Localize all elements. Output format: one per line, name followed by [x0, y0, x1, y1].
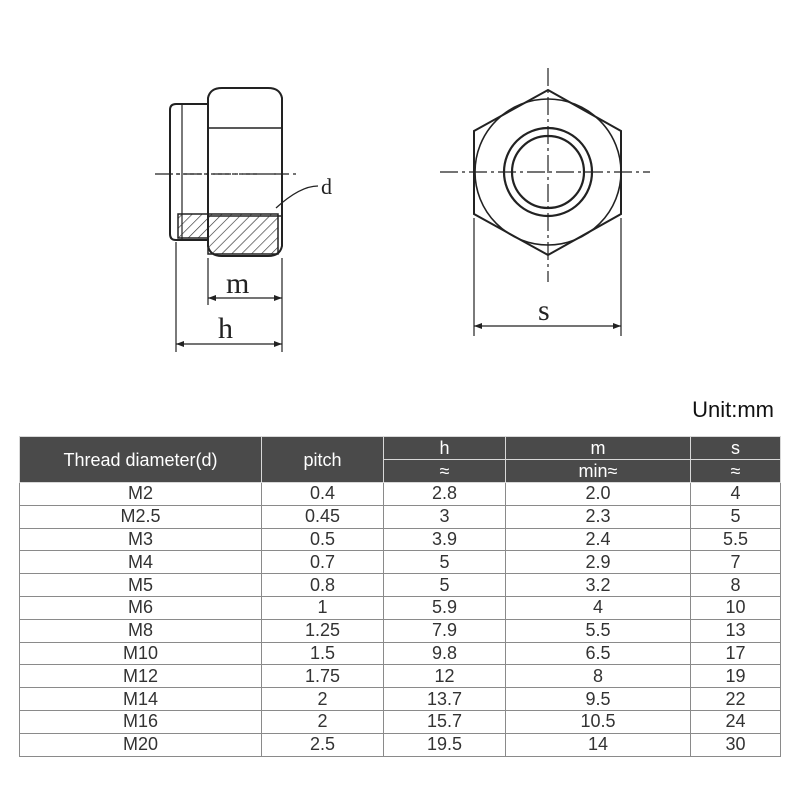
m-cell: 3.2	[506, 574, 691, 597]
m-cell: 9.5	[506, 688, 691, 711]
pitch-cell: 0.4	[262, 483, 384, 506]
s-cell: 30	[691, 733, 781, 756]
s-cell: 10	[691, 596, 781, 619]
spec-table-body	[20, 483, 781, 757]
pitch-cell: 0.7	[262, 551, 384, 574]
table-row	[20, 733, 781, 756]
s-cell: 24	[691, 710, 781, 733]
table-row	[20, 528, 781, 551]
thread-cell: M3	[20, 528, 262, 551]
side-view	[155, 88, 318, 352]
label-d: d	[321, 174, 332, 199]
header-h: h	[384, 437, 506, 460]
label-s: s	[538, 294, 550, 327]
s-cell: 5	[691, 505, 781, 528]
thread-cell: M20	[20, 733, 262, 756]
thread-cell: M2	[20, 483, 262, 506]
table-row	[20, 483, 781, 506]
m-cell: 2.4	[506, 528, 691, 551]
h-cell: 12	[384, 665, 506, 688]
pitch-cell: 1.75	[262, 665, 384, 688]
header-thread-diameter: Thread diameter(d)	[20, 437, 262, 483]
thread-cell: M5	[20, 574, 262, 597]
s-cell: 8	[691, 574, 781, 597]
label-h: h	[218, 312, 233, 345]
header-m: m	[506, 437, 691, 460]
pitch-cell: 1	[262, 596, 384, 619]
m-cell: 5.5	[506, 619, 691, 642]
pitch-cell: 2	[262, 710, 384, 733]
label-m: m	[226, 267, 250, 300]
pitch-cell: 2.5	[262, 733, 384, 756]
m-cell: 2.0	[506, 483, 691, 506]
m-cell: 2.3	[506, 505, 691, 528]
thread-cell: M8	[20, 619, 262, 642]
table-row	[20, 619, 781, 642]
thread-cell: M14	[20, 688, 262, 711]
h-cell: 2.8	[384, 483, 506, 506]
table-row	[20, 710, 781, 733]
h-cell: 5.9	[384, 596, 506, 619]
pitch-cell: 0.5	[262, 528, 384, 551]
header-h-sub: ≈	[384, 460, 506, 483]
pitch-cell: 0.8	[262, 574, 384, 597]
m-cell: 10.5	[506, 710, 691, 733]
table-row	[20, 596, 781, 619]
m-cell: 2.9	[506, 551, 691, 574]
table-row	[20, 642, 781, 665]
s-cell: 7	[691, 551, 781, 574]
pitch-cell: 1.5	[262, 642, 384, 665]
table-row	[20, 665, 781, 688]
table-row	[20, 574, 781, 597]
h-cell: 13.7	[384, 688, 506, 711]
thread-cell: M4	[20, 551, 262, 574]
h-cell: 7.9	[384, 619, 506, 642]
h-cell: 9.8	[384, 642, 506, 665]
h-cell: 15.7	[384, 710, 506, 733]
pitch-cell: 2	[262, 688, 384, 711]
h-cell: 3.9	[384, 528, 506, 551]
thread-cell: M2.5	[20, 505, 262, 528]
table-row	[20, 505, 781, 528]
pitch-cell: 1.25	[262, 619, 384, 642]
thread-cell: M10	[20, 642, 262, 665]
spec-table	[19, 436, 781, 757]
m-cell: 8	[506, 665, 691, 688]
pitch-cell: 0.45	[262, 505, 384, 528]
thread-cell: M12	[20, 665, 262, 688]
m-cell: 6.5	[506, 642, 691, 665]
header-s: s	[691, 437, 781, 460]
unit-label: Unit:mm	[692, 397, 774, 422]
s-cell: 22	[691, 688, 781, 711]
header-s-sub: ≈	[691, 460, 781, 483]
m-cell: 14	[506, 733, 691, 756]
s-cell: 13	[691, 619, 781, 642]
table-row	[20, 551, 781, 574]
s-cell: 4	[691, 483, 781, 506]
s-cell: 17	[691, 642, 781, 665]
table-row	[20, 688, 781, 711]
h-cell: 19.5	[384, 733, 506, 756]
s-cell: 19	[691, 665, 781, 688]
thread-cell: M6	[20, 596, 262, 619]
thread-cell: M16	[20, 710, 262, 733]
h-cell: 5	[384, 551, 506, 574]
header-pitch: pitch	[262, 437, 384, 483]
m-cell: 4	[506, 596, 691, 619]
h-cell: 5	[384, 574, 506, 597]
header-m-sub: min≈	[506, 460, 691, 483]
s-cell: 5.5	[691, 528, 781, 551]
h-cell: 3	[384, 505, 506, 528]
